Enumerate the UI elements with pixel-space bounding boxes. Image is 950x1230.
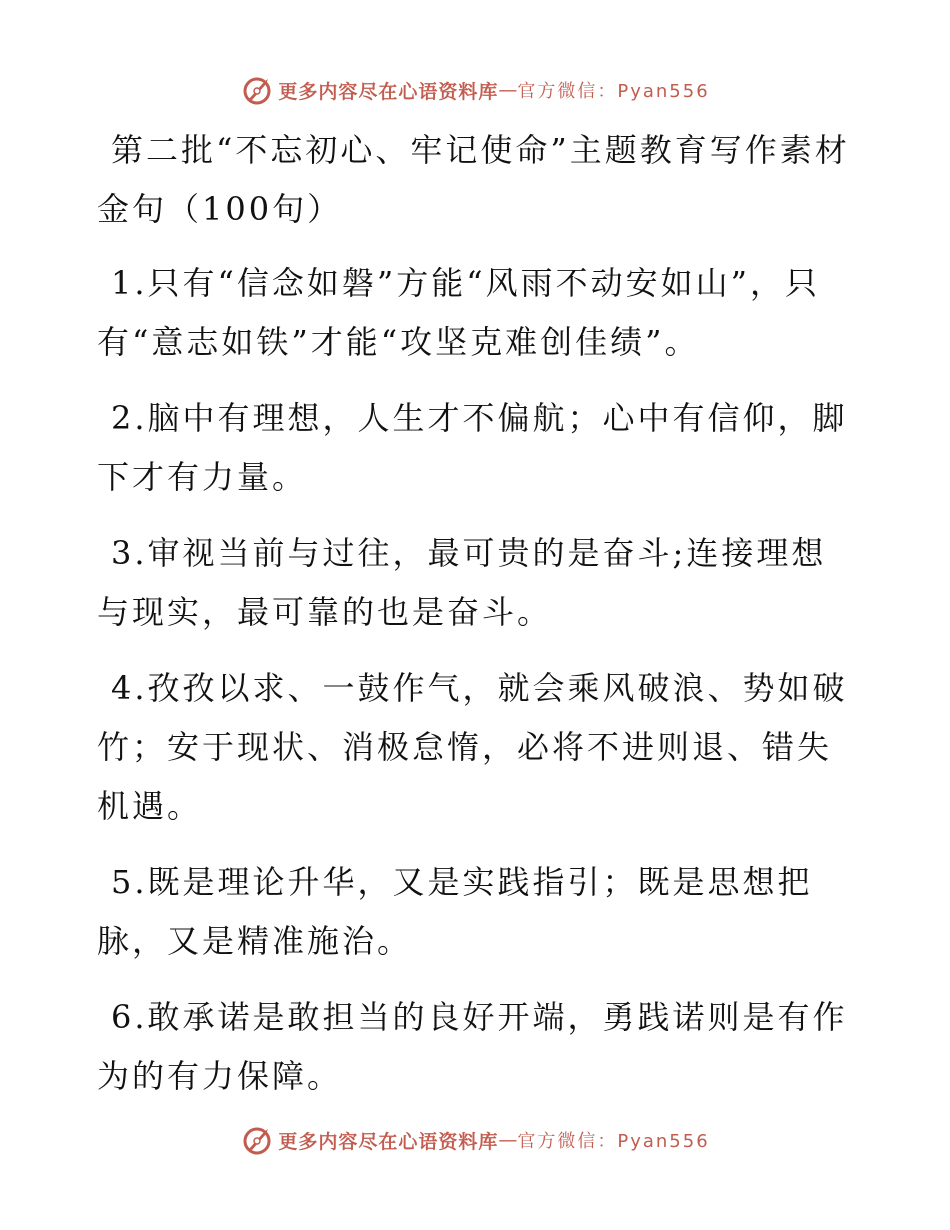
quill-seal-icon xyxy=(240,1123,274,1157)
list-item: 6.敢承诺是敢担当的良好开端，勇践诺则是有作为的有力保障。 xyxy=(97,998,848,1095)
list-item: 5.既是理论升华，又是实践指引；既是思想把脉，又是精准施治。 xyxy=(97,863,813,960)
header-brand-text: 更多内容尽在心语资料库 xyxy=(278,80,499,103)
document-body xyxy=(97,121,857,1123)
footer-banner xyxy=(0,1120,950,1160)
list-item: 2.脑中有理想，人生才不偏航；心中有信仰，脚下才有力量。 xyxy=(97,399,848,496)
footer-brand-text: 更多内容尽在心语资料库 xyxy=(278,1130,499,1153)
document-title: 第二批“不忘初心、牢记使命”主题教育写作素材金句（100句） xyxy=(97,131,850,228)
header-separator: — xyxy=(498,79,518,101)
list-item: 1.只有“信念如磐”方能“风雨不动安如山”，只有“意志如铁”才能“攻坚克难创佳绩”。 xyxy=(97,264,820,361)
header-banner xyxy=(0,70,950,110)
footer-contact-text: 官方微信：Pyan556 xyxy=(517,1131,710,1152)
footer-separator: — xyxy=(498,1129,518,1151)
list-item: 4.孜孜以求、一鼓作气，就会乘风破浪、势如破竹；安于现状、消极怠惰，必将不进则退、错失机遇。 xyxy=(97,669,848,825)
list-item: 3.审视当前与过往，最可贵的是奋斗;连接理想与现实，最可靠的也是奋斗。 xyxy=(97,534,827,631)
quill-seal-icon xyxy=(240,73,274,107)
header-contact-text: 官方微信：Pyan556 xyxy=(517,81,710,102)
